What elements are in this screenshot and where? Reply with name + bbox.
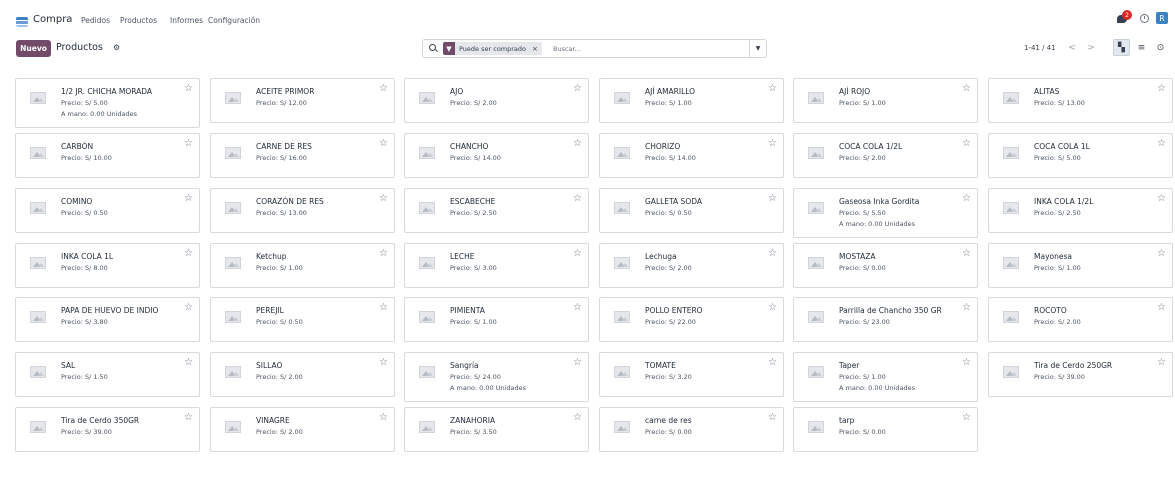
product-card[interactable] bbox=[793, 78, 978, 123]
product-card[interactable] bbox=[988, 133, 1173, 178]
product-card[interactable] bbox=[15, 407, 200, 452]
product-price: Precio: S/ 1.00 bbox=[256, 264, 303, 272]
chat-badge: 2 bbox=[1122, 10, 1132, 20]
activity-view-button[interactable]: ⊙ bbox=[1156, 42, 1165, 53]
product-card[interactable] bbox=[988, 243, 1173, 288]
pager-previous-button[interactable]: < bbox=[1068, 43, 1076, 53]
image-placeholder-icon bbox=[225, 366, 241, 378]
image-placeholder-icon bbox=[808, 147, 824, 159]
favorite-star-icon[interactable]: ☆ bbox=[962, 412, 971, 423]
product-price: Precio: S/ 1.00 bbox=[450, 318, 497, 326]
product-card[interactable] bbox=[599, 297, 784, 342]
image-placeholder-icon bbox=[419, 311, 435, 323]
product-price: Precio: S/ 24.00 bbox=[450, 373, 501, 381]
favorite-star-icon[interactable]: ☆ bbox=[184, 302, 193, 313]
image-placeholder-icon bbox=[419, 421, 435, 433]
product-price: Precio: S/ 2.00 bbox=[256, 373, 303, 381]
product-card[interactable] bbox=[404, 188, 589, 233]
image-placeholder-icon bbox=[30, 311, 46, 323]
favorite-star-icon[interactable]: ☆ bbox=[379, 83, 388, 94]
product-price: Precio: S/ 0.50 bbox=[256, 318, 303, 326]
image-placeholder-icon bbox=[614, 311, 630, 323]
favorite-star-icon[interactable]: ☆ bbox=[573, 412, 582, 423]
search-options-toggle[interactable]: ▼ bbox=[749, 40, 766, 57]
product-card[interactable] bbox=[988, 352, 1173, 397]
product-name: Ketchup bbox=[256, 252, 287, 261]
product-price: Precio: S/ 2.50 bbox=[450, 209, 497, 217]
pager-next-button[interactable]: > bbox=[1087, 43, 1095, 53]
product-name: CORAZÓN DE RES bbox=[256, 197, 324, 206]
product-name: PAPA DE HUEVO DE INDIO bbox=[61, 306, 159, 315]
favorite-star-icon[interactable]: ☆ bbox=[379, 302, 388, 313]
product-card[interactable] bbox=[793, 407, 978, 452]
image-placeholder-icon bbox=[419, 92, 435, 104]
favorite-star-icon[interactable]: ☆ bbox=[573, 138, 582, 149]
product-card[interactable] bbox=[210, 133, 395, 178]
favorite-star-icon[interactable]: ☆ bbox=[184, 193, 193, 204]
menu-informes[interactable]: Informes bbox=[170, 16, 203, 25]
image-placeholder-icon bbox=[1003, 92, 1019, 104]
image-placeholder-icon bbox=[30, 92, 46, 104]
product-price: Precio: S/ 0.50 bbox=[61, 209, 108, 217]
product-price: Precio: S/ 2.00 bbox=[645, 264, 692, 272]
favorite-star-icon[interactable]: ☆ bbox=[573, 248, 582, 259]
favorite-star-icon[interactable]: ☆ bbox=[962, 302, 971, 313]
product-price: Precio: S/ 8.00 bbox=[61, 264, 108, 272]
favorite-star-icon[interactable]: ☆ bbox=[184, 138, 193, 149]
product-price: Precio: S/ 1.50 bbox=[61, 373, 108, 381]
filter-icon: ▼ bbox=[443, 42, 455, 55]
product-card[interactable] bbox=[404, 297, 589, 342]
product-card[interactable] bbox=[404, 78, 589, 123]
product-price: Precio: S/ 0.00 bbox=[839, 264, 886, 272]
product-card[interactable] bbox=[599, 78, 784, 123]
product-name: SILLAO bbox=[256, 361, 283, 370]
favorite-star-icon[interactable]: ☆ bbox=[184, 248, 193, 259]
product-name: VINAGRE bbox=[256, 416, 290, 425]
favorite-star-icon[interactable]: ☆ bbox=[184, 83, 193, 94]
product-price: Precio: S/ 1.00 bbox=[839, 373, 886, 381]
image-placeholder-icon bbox=[614, 202, 630, 214]
product-on-hand: A mano: 0.00 Unidades bbox=[839, 384, 916, 392]
product-name: AJÍ AMARILLO bbox=[645, 87, 696, 96]
product-name: Lechuga bbox=[645, 252, 677, 261]
product-card[interactable] bbox=[988, 78, 1173, 123]
product-card[interactable] bbox=[15, 188, 200, 233]
product-name: INKA COLA 1L bbox=[61, 252, 114, 261]
facet-remove-button[interactable]: × bbox=[530, 42, 542, 55]
favorite-star-icon[interactable]: ☆ bbox=[1157, 248, 1166, 259]
product-card[interactable] bbox=[599, 243, 784, 288]
favorite-star-icon[interactable]: ☆ bbox=[379, 412, 388, 423]
product-card[interactable] bbox=[15, 78, 200, 128]
favorite-star-icon[interactable]: ☆ bbox=[379, 357, 388, 368]
product-card[interactable] bbox=[210, 188, 395, 233]
product-name: LECHE bbox=[450, 252, 475, 261]
favorite-star-icon[interactable]: ☆ bbox=[1157, 83, 1166, 94]
favorite-star-icon[interactable]: ☆ bbox=[573, 357, 582, 368]
product-price: Precio: S/ 2.00 bbox=[1034, 318, 1081, 326]
image-placeholder-icon bbox=[614, 257, 630, 269]
favorite-star-icon[interactable]: ☆ bbox=[962, 138, 971, 149]
image-placeholder-icon bbox=[808, 366, 824, 378]
image-placeholder-icon bbox=[30, 202, 46, 214]
favorite-star-icon[interactable]: ☆ bbox=[573, 193, 582, 204]
favorite-star-icon[interactable]: ☆ bbox=[1157, 302, 1166, 313]
product-on-hand: A mano: 0.00 Unidades bbox=[450, 384, 527, 392]
image-placeholder-icon bbox=[808, 257, 824, 269]
product-price: Precio: S/ 3.20 bbox=[645, 373, 692, 381]
product-price: Precio: S/ 22.00 bbox=[645, 318, 696, 326]
favorite-star-icon[interactable]: ☆ bbox=[768, 83, 777, 94]
product-card[interactable] bbox=[210, 78, 395, 123]
product-price: Precio: S/ 1.00 bbox=[645, 99, 692, 107]
product-card[interactable] bbox=[988, 188, 1173, 233]
product-name: COMINO bbox=[61, 197, 93, 206]
product-price: Precio: S/ 3.50 bbox=[450, 428, 497, 436]
product-name: ACEITE PRIMOR bbox=[256, 87, 315, 96]
product-card[interactable] bbox=[210, 243, 395, 288]
favorite-star-icon[interactable]: ☆ bbox=[379, 138, 388, 149]
product-price: Precio: S/ 12.00 bbox=[256, 99, 307, 107]
favorite-star-icon[interactable]: ☆ bbox=[768, 357, 777, 368]
image-placeholder-icon bbox=[30, 421, 46, 433]
product-price: Precio: S/ 39.00 bbox=[1034, 373, 1085, 381]
avatar[interactable]: R bbox=[1156, 12, 1168, 24]
product-name: COCA COLA 1/2L bbox=[839, 142, 903, 151]
product-card[interactable] bbox=[599, 407, 784, 452]
menu-pedidos[interactable]: Pedidos bbox=[81, 16, 110, 25]
product-name: tarp bbox=[839, 416, 855, 425]
image-placeholder-icon bbox=[614, 421, 630, 433]
product-card[interactable] bbox=[404, 407, 589, 452]
favorite-star-icon[interactable]: ☆ bbox=[573, 302, 582, 313]
product-price: Precio: S/ 16.00 bbox=[256, 154, 307, 162]
product-name: COCA COLA 1L bbox=[1034, 142, 1090, 151]
product-card[interactable] bbox=[15, 352, 200, 397]
product-name: Tira de Cerdo 350GR bbox=[61, 416, 140, 425]
new-button[interactable]: Nuevo bbox=[16, 40, 51, 57]
product-card[interactable] bbox=[988, 297, 1173, 342]
product-name: MOSTAZA bbox=[839, 252, 876, 261]
product-card[interactable] bbox=[793, 352, 978, 402]
product-name: PEREJIL bbox=[256, 306, 284, 315]
image-placeholder-icon bbox=[808, 92, 824, 104]
clock-icon[interactable] bbox=[1140, 14, 1149, 23]
favorite-star-icon[interactable]: ☆ bbox=[768, 193, 777, 204]
product-name: INKA COLA 1/2L bbox=[1034, 197, 1094, 206]
product-card[interactable] bbox=[210, 297, 395, 342]
image-placeholder-icon bbox=[419, 147, 435, 159]
product-name: CARNE DE RES bbox=[256, 142, 312, 151]
image-placeholder-icon bbox=[30, 147, 46, 159]
gear-icon[interactable]: ⚙ bbox=[113, 43, 121, 52]
image-placeholder-icon bbox=[1003, 257, 1019, 269]
product-name: TOMATE bbox=[645, 361, 676, 370]
product-name: ZANAHORIA bbox=[450, 416, 496, 425]
product-price: Precio: S/ 39.00 bbox=[61, 428, 112, 436]
product-name: CHORIZO bbox=[645, 142, 681, 151]
image-placeholder-icon bbox=[1003, 202, 1019, 214]
search-bar[interactable] bbox=[422, 39, 767, 58]
product-price: Precio: S/ 10.00 bbox=[61, 154, 112, 162]
favorite-star-icon[interactable]: ☆ bbox=[184, 357, 193, 368]
product-name: Taper bbox=[839, 361, 860, 370]
product-card[interactable] bbox=[793, 297, 978, 342]
product-name: 1/2 JR. CHICHA MORADA bbox=[61, 87, 153, 96]
image-placeholder-icon bbox=[225, 257, 241, 269]
image-placeholder-icon bbox=[30, 257, 46, 269]
product-name: ALITAS bbox=[1034, 87, 1060, 96]
image-placeholder-icon bbox=[225, 92, 241, 104]
search-facet bbox=[443, 42, 542, 55]
image-placeholder-icon bbox=[614, 92, 630, 104]
image-placeholder-icon bbox=[225, 202, 241, 214]
product-card[interactable] bbox=[793, 243, 978, 288]
product-price: Precio: S/ 1.00 bbox=[839, 99, 886, 107]
product-price: Precio: S/ 5.00 bbox=[1034, 154, 1081, 162]
list-view-button[interactable]: ≡ bbox=[1137, 42, 1146, 53]
image-placeholder-icon bbox=[225, 311, 241, 323]
product-price: Precio: S/ 0.50 bbox=[645, 209, 692, 217]
product-name: ESCABECHE bbox=[450, 197, 496, 206]
product-price: Precio: S/ 14.00 bbox=[450, 154, 501, 162]
product-name: POLLO ENTERO bbox=[645, 306, 703, 315]
favorite-star-icon[interactable]: ☆ bbox=[573, 83, 582, 94]
favorite-star-icon[interactable]: ☆ bbox=[962, 193, 971, 204]
product-on-hand: A mano: 0.00 Unidades bbox=[61, 110, 138, 118]
favorite-star-icon[interactable]: ☆ bbox=[962, 83, 971, 94]
product-name: PIMIENTA bbox=[450, 306, 485, 315]
product-card[interactable] bbox=[404, 133, 589, 178]
search-input[interactable] bbox=[553, 43, 733, 54]
search-icon[interactable] bbox=[429, 44, 436, 51]
product-card[interactable] bbox=[599, 352, 784, 397]
product-price: Precio: S/ 2.50 bbox=[1034, 209, 1081, 217]
product-price: Precio: S/ 13.00 bbox=[1034, 99, 1085, 107]
menu-configuracion[interactable]: Configuración bbox=[208, 16, 261, 25]
product-price: Precio: S/ 2.00 bbox=[839, 154, 886, 162]
product-name: CARBÓN bbox=[61, 142, 94, 151]
product-card[interactable] bbox=[15, 133, 200, 178]
product-card[interactable] bbox=[793, 188, 978, 238]
product-price: Precio: S/ 14.00 bbox=[645, 154, 696, 162]
product-price: Precio: S/ 0.00 bbox=[645, 428, 692, 436]
product-price: Precio: S/ 5.50 bbox=[839, 209, 886, 217]
product-card[interactable] bbox=[15, 243, 200, 288]
product-card[interactable] bbox=[793, 133, 978, 178]
product-price: Precio: S/ 5.00 bbox=[61, 99, 108, 107]
product-name: carne de res bbox=[645, 416, 692, 425]
page-title: Productos bbox=[56, 42, 103, 53]
product-price: Precio: S/ 1.00 bbox=[1034, 264, 1081, 272]
favorite-star-icon[interactable]: ☆ bbox=[962, 248, 971, 259]
favorite-star-icon[interactable]: ☆ bbox=[768, 412, 777, 423]
product-price: Precio: S/ 23.00 bbox=[839, 318, 890, 326]
product-on-hand: A mano: 0.00 Unidades bbox=[839, 220, 916, 228]
image-placeholder-icon bbox=[225, 421, 241, 433]
product-name: AJO bbox=[450, 87, 464, 96]
image-placeholder-icon bbox=[30, 366, 46, 378]
product-price: Precio: S/ 2.00 bbox=[256, 428, 303, 436]
product-card[interactable] bbox=[15, 297, 200, 342]
menu-productos[interactable]: Productos bbox=[120, 16, 157, 25]
pager-value[interactable]: 1-41 / 41 bbox=[1024, 44, 1056, 52]
product-price: Precio: S/ 3.00 bbox=[450, 264, 497, 272]
product-name: CHANCHO bbox=[450, 142, 489, 151]
facet-label: Puede ser comprado bbox=[455, 42, 530, 55]
image-placeholder-icon bbox=[808, 421, 824, 433]
favorite-star-icon[interactable]: ☆ bbox=[379, 193, 388, 204]
product-name: GALLETA SODA bbox=[645, 197, 702, 206]
favorite-star-icon[interactable]: ☆ bbox=[184, 412, 193, 423]
product-card[interactable] bbox=[404, 352, 589, 402]
image-placeholder-icon bbox=[1003, 311, 1019, 323]
product-price: Precio: S/ 13.00 bbox=[256, 209, 307, 217]
product-price: Precio: S/ 2.00 bbox=[450, 99, 497, 107]
product-name: Tira de Cerdo 250GR bbox=[1034, 361, 1113, 370]
product-card[interactable] bbox=[210, 352, 395, 397]
favorite-star-icon[interactable]: ☆ bbox=[962, 357, 971, 368]
favorite-star-icon[interactable]: ☆ bbox=[379, 248, 388, 259]
product-card[interactable] bbox=[599, 188, 784, 233]
product-price: Precio: S/ 3.80 bbox=[61, 318, 108, 326]
favorite-star-icon[interactable]: ☆ bbox=[768, 302, 777, 313]
product-card[interactable] bbox=[210, 407, 395, 452]
image-placeholder-icon bbox=[419, 202, 435, 214]
favorite-star-icon[interactable]: ☆ bbox=[1157, 357, 1166, 368]
product-name: Gaseosa Inka Gordita bbox=[839, 197, 920, 206]
product-price: Precio: S/ 0.00 bbox=[839, 428, 886, 436]
kanban-view-button[interactable]: ▚ bbox=[1113, 39, 1130, 56]
image-placeholder-icon bbox=[419, 257, 435, 269]
favorite-star-icon[interactable]: ☆ bbox=[768, 248, 777, 259]
product-name: Sangría bbox=[450, 361, 479, 370]
image-placeholder-icon bbox=[225, 147, 241, 159]
favorite-star-icon[interactable]: ☆ bbox=[1157, 193, 1166, 204]
image-placeholder-icon bbox=[614, 147, 630, 159]
product-card[interactable] bbox=[599, 133, 784, 178]
image-placeholder-icon bbox=[808, 311, 824, 323]
product-name: Parrilla de Chancho 350 GR bbox=[839, 306, 942, 315]
image-placeholder-icon bbox=[1003, 147, 1019, 159]
favorite-star-icon[interactable]: ☆ bbox=[768, 138, 777, 149]
favorite-star-icon[interactable]: ☆ bbox=[1157, 138, 1166, 149]
product-card[interactable] bbox=[404, 243, 589, 288]
top-navbar bbox=[0, 0, 1175, 34]
image-placeholder-icon bbox=[614, 366, 630, 378]
product-name: ROCOTO bbox=[1034, 306, 1067, 315]
image-placeholder-icon bbox=[419, 366, 435, 378]
image-placeholder-icon bbox=[808, 202, 824, 214]
product-name: SAL bbox=[61, 361, 76, 370]
image-placeholder-icon bbox=[1003, 366, 1019, 378]
purchase-app-icon[interactable] bbox=[16, 17, 28, 27]
product-name: Mayonesa bbox=[1034, 252, 1072, 261]
product-name: AJÍ ROJO bbox=[839, 87, 871, 96]
app-name[interactable]: Compra bbox=[33, 14, 73, 25]
